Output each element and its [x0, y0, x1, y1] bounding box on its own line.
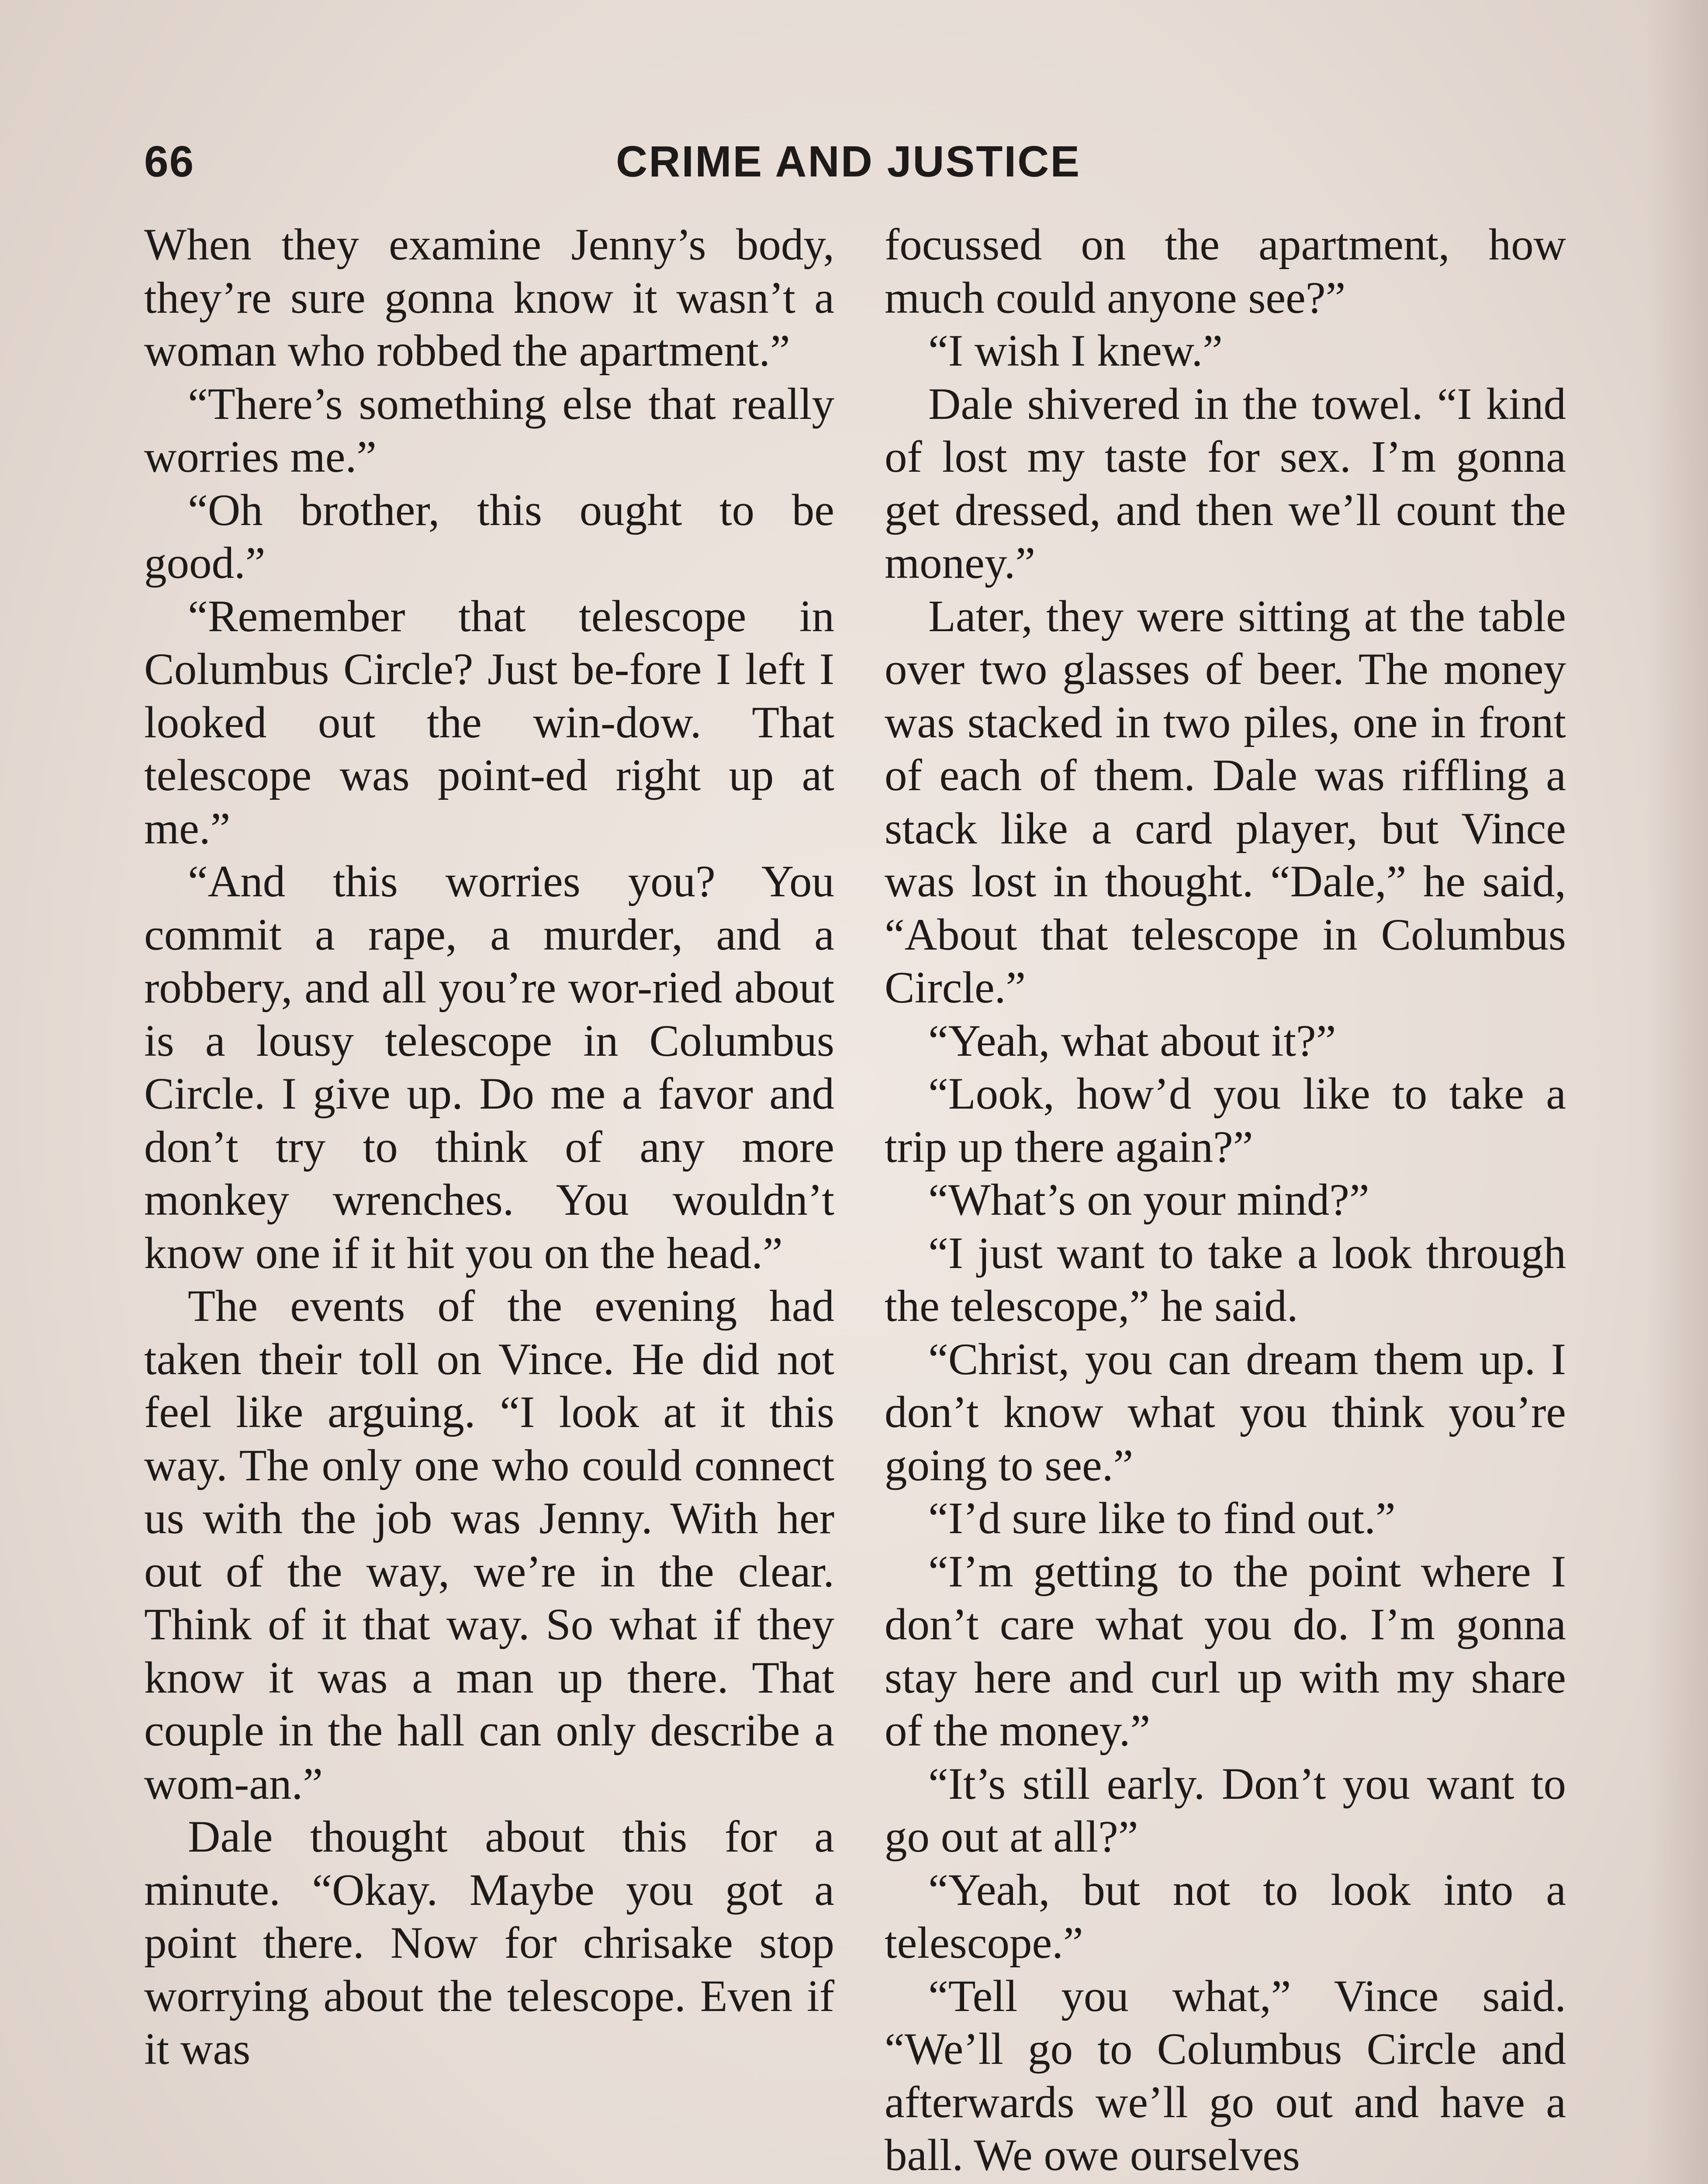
paragraph: Dale shivered in the towel. “I kind of lost my taste for sex. I’m gonna get dressed, and then we’ll count the money.” — [885, 379, 1566, 588]
paragraph: The events of the evening had taken their toll on Vince. He did not feel like arguing. “I look at it this way. The only one who could connect us with the job was Jenny. With her out of the way, we’re in the clear. Think of it that way. So what if they know it was a man up there. That couple in the hall can only describe a wom-an.” — [144, 1281, 834, 1809]
paragraph: Later, they were sitting at the table over two glasses of beer. The money was stacked in two piles, one in front of each of them. Dale was riffling a stack like a card player, but Vince was lost in thought. “Dale,” he said, “About that telescope in Columbus Circle.” — [885, 591, 1566, 1013]
paragraph: “It’s still early. Don’t you want to go out at all?” — [885, 1759, 1566, 1862]
paragraph: “What’s on your mind?” — [928, 1175, 1369, 1225]
paragraph: “There’s something else that really worries me.” — [144, 379, 834, 482]
paragraph: “Oh brother, this ought to be good.” — [144, 485, 834, 588]
page-edge-shadow — [1647, 0, 1708, 2184]
paragraph: “Tell you what,” Vince said. “We’ll go to Columbus Circle and afterwards we’ll go out and have a ball. We owe ourselves — [885, 1971, 1566, 2180]
paragraph: “Yeah, what about it?” — [928, 1016, 1336, 1066]
running-title: CRIME AND JUSTICE — [616, 137, 1081, 186]
paragraph: “I’d sure like to find out.” — [928, 1493, 1396, 1543]
paragraph: Dale thought about this for a minute. “Okay. Maybe you got a point there. Now for chrisake stop worrying about the telescope. Even if it was — [144, 1812, 834, 2074]
right-text-column — [885, 218, 1566, 2182]
paragraph: “Yeah, but not to look into a telescope.” — [885, 1865, 1566, 1968]
paragraph: “I just want to take a look through the telescope,” he said. — [885, 1228, 1566, 1331]
paragraph: focussed on the apartment, how much could anyone see?” — [885, 220, 1566, 323]
paragraph: “Remember that telescope in Columbus Circle? Just be-fore I left I looked out the win-dow. That telescope was point-ed right up at me.” — [144, 591, 834, 854]
paragraph: “Christ, you can dream them up. I don’t know what you think you’re going to see.” — [885, 1334, 1566, 1490]
paragraph: When they examine Jenny’s body, they’re sure gonna know it wasn’t a woman who robbed the apartment.” — [144, 220, 834, 376]
left-text-column — [144, 218, 834, 2076]
page-number: 66 — [144, 137, 195, 186]
paragraph: “And this worries you? You commit a rape, a murder, and a robbery, and all you’re wor-ried about is a lousy telescope in Columbus Circle. I give up. Do me a favor and don’t try to think of any more monkey wrenches. You wouldn’t know one if it hit you on the head.” — [144, 857, 834, 1278]
page-header — [144, 131, 1092, 192]
paragraph: “I wish I knew.” — [928, 326, 1223, 376]
paragraph: “I’m getting to the point where I don’t care what you do. I’m gonna stay here and curl up with my share of the money.” — [885, 1546, 1566, 1755]
paragraph: “Look, how’d you like to take a trip up there again?” — [885, 1069, 1566, 1172]
